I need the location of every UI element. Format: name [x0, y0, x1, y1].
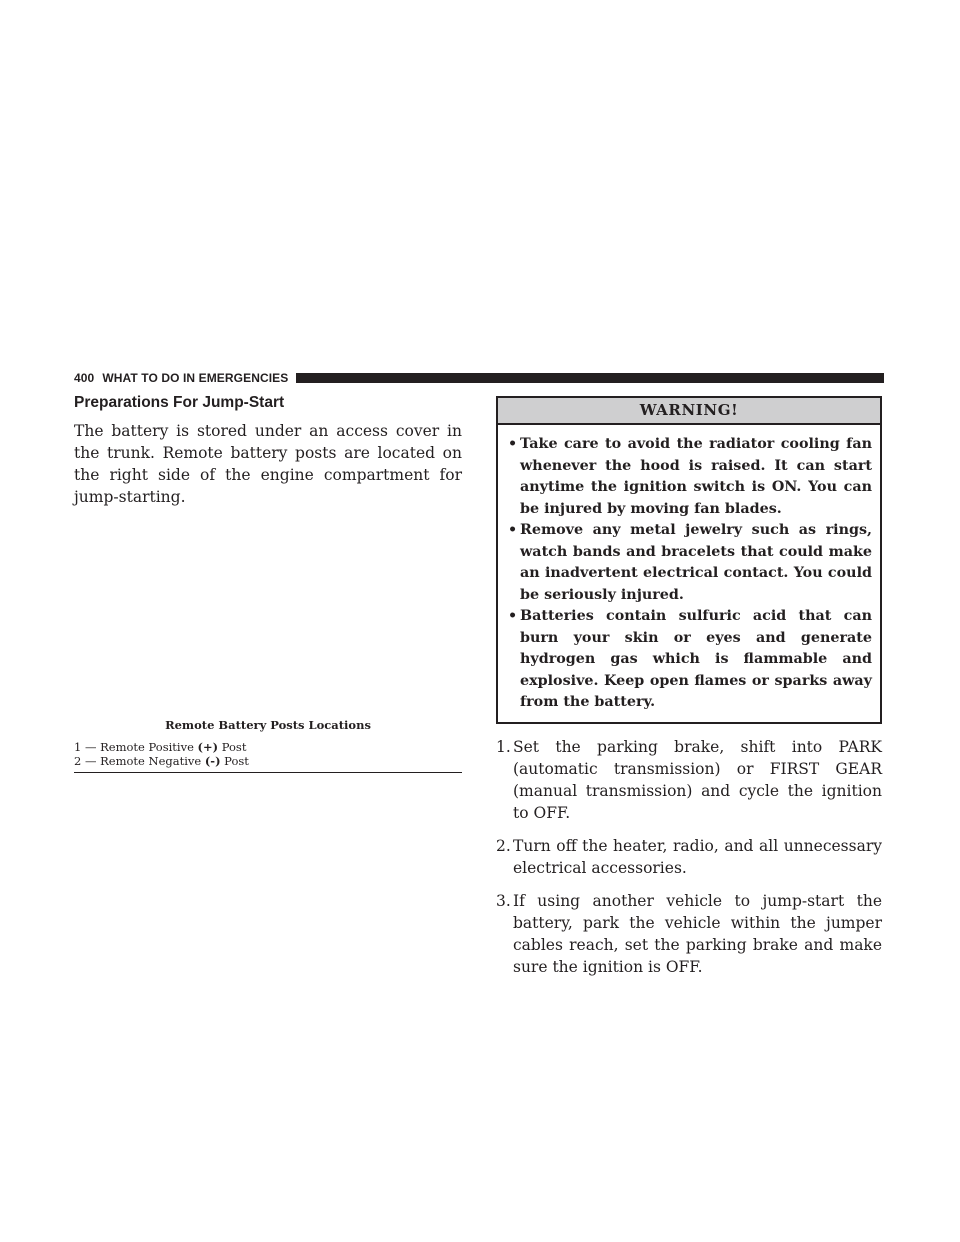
caption-item-prefix: 2 — Remote Negative [74, 754, 205, 768]
warning-item-text: Take care to avoid the radiator cooling fan whenever the hood is raised. It can start anytime the ignition switch is ON. You can be injured by moving fan blades. [520, 436, 872, 517]
caption-item-suffix: Post [220, 754, 249, 768]
step-number: 2. [496, 836, 511, 855]
warning-title: WARNING! [498, 398, 880, 425]
step-item [496, 736, 882, 824]
right-column [496, 396, 882, 989]
caption-item-negative [74, 754, 462, 768]
warning-item-text: Remove any metal jewelry such as rings, watch bands and bracelets that could make an inadvertent electrical contact. You could be seriously injured. [520, 522, 872, 603]
bullet-icon: • [508, 522, 518, 538]
intro-paragraph: The battery is stored under an access cover in the trunk. Remote battery posts are located on the right side of the engine compartment for jump-starting. [74, 422, 462, 506]
section-heading: Preparations For Jump-Start [74, 394, 285, 411]
step-text: Set the parking brake, shift into PARK (automatic transmission) or FIRST GEAR (manual transmission) and cycle the ignition to OFF. [513, 737, 882, 822]
caption-item-suffix: Post [218, 740, 247, 754]
page-header [74, 370, 884, 386]
step-item [496, 890, 882, 978]
step-text: If using another vehicle to jump-start the battery, park the vehicle within the jumper cables reach, set the parking brake and make sure the ignition is OFF. [513, 891, 882, 976]
caption-item-prefix: 1 — Remote Positive [74, 740, 198, 754]
section-title: WHAT TO DO IN EMERGENCIES [102, 371, 289, 385]
warning-box [496, 396, 882, 724]
positive-symbol: (+) [197, 740, 219, 754]
warning-item-text: Batteries contain sulfuric acid that can burn your skin or eyes and generate hydrogen gas which is flammable and explosive. Keep open flames or sparks away from the battery. [520, 608, 872, 710]
procedure-steps [496, 736, 882, 978]
caption-rule [74, 772, 462, 773]
warning-item [508, 606, 872, 714]
step-item [496, 835, 882, 879]
page-number: 400 [74, 371, 95, 385]
caption-item-positive [74, 740, 462, 754]
warning-item [508, 434, 872, 520]
header-rule [296, 373, 884, 383]
caption-title: Remote Battery Posts Locations [165, 718, 371, 732]
warning-item [508, 520, 872, 606]
bullet-icon: • [508, 436, 518, 452]
step-text: Turn off the heater, radio, and all unnecessary electrical accessories. [513, 836, 882, 877]
bullet-icon: • [508, 608, 518, 624]
figure-image-area [74, 508, 462, 718]
warning-list [498, 425, 880, 722]
left-column [74, 394, 462, 773]
negative-symbol: (-) [204, 754, 221, 768]
figure-caption [74, 718, 462, 773]
step-number: 3. [496, 891, 511, 910]
step-number: 1. [496, 737, 511, 756]
